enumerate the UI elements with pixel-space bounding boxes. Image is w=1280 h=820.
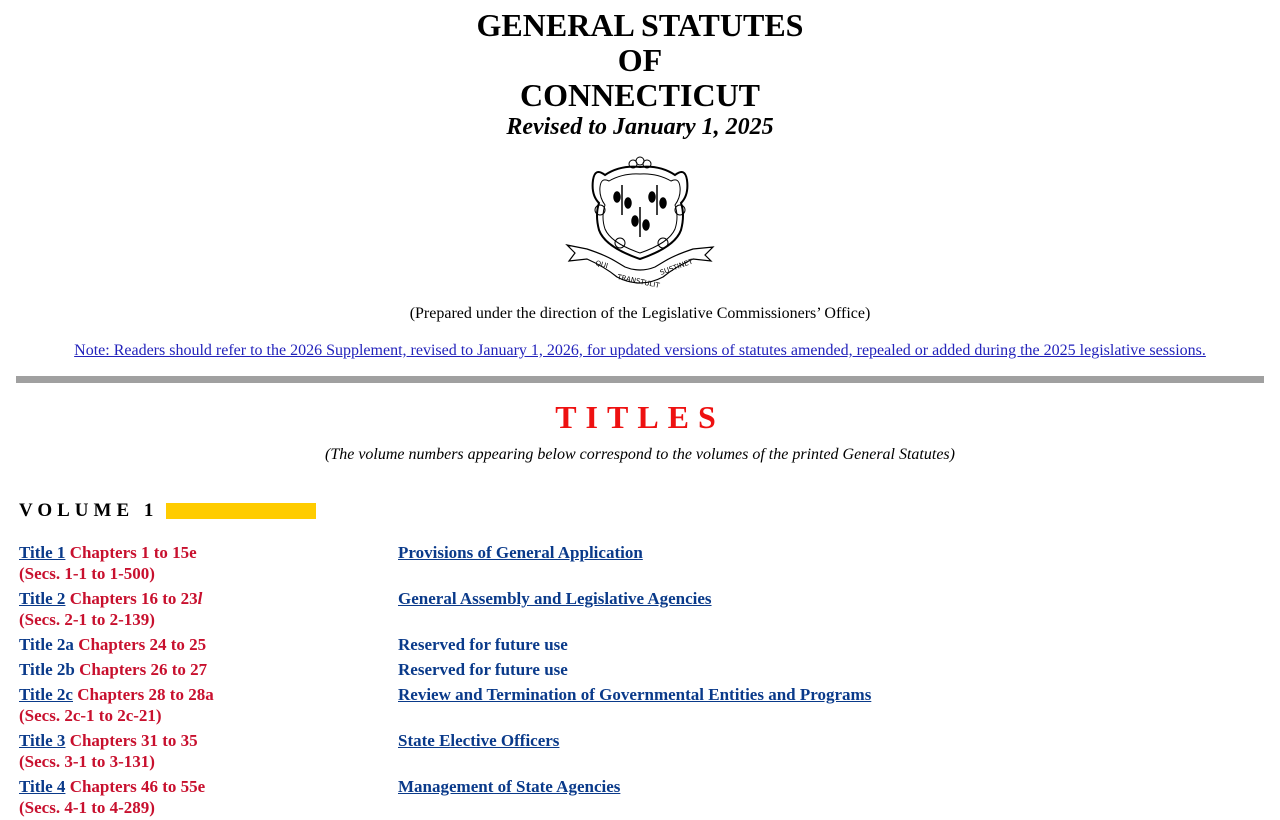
- supplement-note-link[interactable]: Note: Readers should refer to the 2026 Supplement, revised to January 1, 2026, for updated versions of statutes amended, repealed or added during the 2025 legislative sessions.: [74, 342, 1206, 359]
- page-header: [0, 0, 1280, 361]
- connecticut-seal-icon: [565, 155, 715, 291]
- title-list: [0, 542, 1280, 818]
- title-link[interactable]: Title 1: [19, 543, 66, 562]
- revised-date: Revised to January 1, 2025: [506, 114, 774, 140]
- title-row: [19, 634, 1280, 655]
- chapter-range: Chapters 28 to 28a: [77, 685, 214, 704]
- title-row: [19, 684, 1280, 726]
- title-link[interactable]: Title 2c: [19, 685, 73, 704]
- chapter-range: Chapters 1 to 15e: [69, 543, 197, 562]
- prepared-note: (Prepared under the direction of the Legislative Commissioners’ Office): [409, 305, 871, 322]
- svg-text:QUI: QUI: [594, 259, 609, 271]
- title-label: Title 2a: [19, 635, 74, 654]
- chapter-range: Chapters 46 to 55e: [69, 777, 206, 796]
- chapter-range: Chapters 24 to 25: [78, 635, 207, 654]
- section-range: (Secs. 2-1 to 2-139): [19, 610, 155, 629]
- title-description: Reserved for future use: [398, 635, 568, 654]
- title-description-link[interactable]: Review and Termination of Governmental Entities and Programs: [398, 685, 872, 704]
- title-description-link[interactable]: General Assembly and Legislative Agencies: [398, 589, 712, 608]
- chapter-range: Chapters 16 to 23l: [69, 589, 203, 608]
- title-row: [19, 776, 1280, 818]
- title-row: [19, 730, 1280, 772]
- title-row: [19, 588, 1280, 630]
- chapter-range: Chapters 31 to 35: [69, 731, 198, 750]
- title-row: [19, 659, 1280, 680]
- title-description-link[interactable]: Management of State Agencies: [398, 777, 621, 796]
- title-description: Reserved for future use: [398, 660, 568, 679]
- volume-accent-bar: [166, 503, 316, 519]
- title-link[interactable]: Title 3: [19, 731, 66, 750]
- title-line-3: CONNECTICUT: [519, 77, 761, 113]
- title-description-link[interactable]: Provisions of General Application: [398, 543, 643, 562]
- svg-text:TRANSTULIT: TRANSTULIT: [616, 273, 661, 290]
- title-line-1: GENERAL STATUTES: [476, 7, 804, 43]
- chapter-range: Chapters 26 to 27: [79, 660, 208, 679]
- title-row: [19, 542, 1280, 584]
- section-range: (Secs. 2c-1 to 2c-21): [19, 706, 162, 725]
- title-link[interactable]: Title 2: [19, 589, 66, 608]
- svg-text:SUSTINET: SUSTINET: [658, 257, 694, 277]
- title-line-2: OF: [617, 42, 663, 78]
- titles-heading: TITLES: [555, 399, 725, 435]
- volume-note: (The volume numbers appearing below correspond to the volumes of the printed General Statutes): [325, 446, 955, 463]
- section-range: (Secs. 3-1 to 3-131): [19, 752, 155, 771]
- section-range: (Secs. 4-1 to 4-289): [19, 798, 155, 817]
- volume-label: VOLUME 1: [19, 500, 159, 521]
- section-divider: [16, 376, 1264, 383]
- title-label: Title 2b: [19, 660, 75, 679]
- volume-header: [19, 499, 1280, 523]
- title-description-link[interactable]: State Elective Officers: [398, 731, 560, 750]
- page-title: [0, 0, 1280, 113]
- section-range: (Secs. 1-1 to 1-500): [19, 564, 155, 583]
- title-link[interactable]: Title 4: [19, 777, 66, 796]
